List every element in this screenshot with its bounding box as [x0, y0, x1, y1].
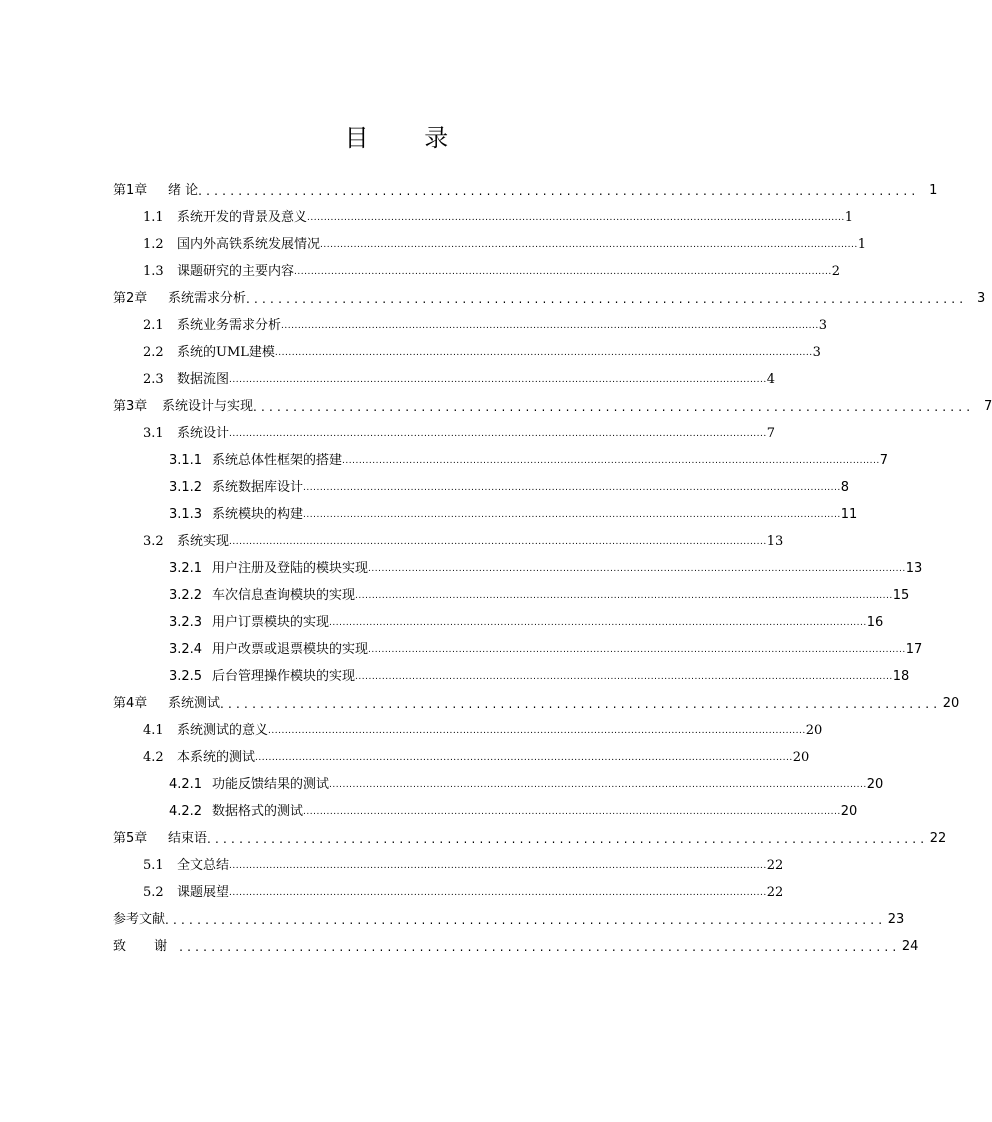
page-title: 目 录 — [344, 124, 473, 152]
toc-entry-1-2[interactable] — [143, 235, 867, 255]
toc-leader: ................................................................................................................................................................ — [355, 591, 893, 601]
toc-entry-page: 1 — [929, 183, 938, 198]
toc-entry-3-2[interactable] — [143, 532, 784, 552]
toc-leader: .......................................................................................... — [246, 292, 968, 306]
toc-leader: ................................................................................................................................................................ — [274, 348, 813, 358]
toc-entry-5-2[interactable] — [143, 883, 784, 903]
toc-entry-1-3[interactable] — [143, 262, 841, 282]
toc-entry-page: 7 — [879, 453, 889, 468]
toc-entry-number: 3.1.2 — [169, 480, 203, 495]
toc-entry-2-3[interactable] — [143, 370, 776, 390]
toc-leader: ................................................................................................................................................................ — [303, 510, 841, 520]
toc-entry-label: 数据流图 — [177, 372, 230, 387]
toc-leader: ................................................................................................................................................................ — [368, 645, 906, 655]
toc-entry-label: 国内外高铁系统发展情况 — [177, 237, 321, 252]
toc-entry-label: 用户订票模块的实现 — [212, 615, 330, 630]
toc-entry-label: 用户注册及登陆的模块实现 — [212, 561, 369, 576]
toc-entry-number: 3.2.2 — [169, 588, 203, 603]
toc-entry-page: 20 — [866, 777, 884, 792]
toc-entry-3-1-2[interactable] — [169, 478, 850, 498]
toc-entry-page: 18 — [892, 669, 910, 684]
toc-entry-page: 3 — [812, 345, 821, 360]
toc-entry-1-1[interactable] — [143, 208, 854, 228]
toc-entry-page: 8 — [840, 480, 850, 495]
toc-entry-acknowledgements[interactable] — [113, 937, 919, 957]
toc-entry-label: 系统模块的构建 — [212, 507, 304, 522]
toc-leader: ................................................................................................................................................................ — [303, 483, 841, 493]
toc-entry-page: 22 — [766, 858, 784, 873]
toc-leader: ................................................................................................................................................................ — [229, 537, 767, 547]
toc-entry-label: 绪 论 — [168, 183, 199, 198]
toc-entry-page: 1 — [844, 210, 854, 225]
toc-entry-label: 系统需求分析 — [168, 291, 247, 306]
toc-entry-page: 4 — [766, 372, 776, 387]
toc-entry-label: 全文总结 — [177, 858, 230, 873]
toc-entry-number: 第1章 — [113, 183, 148, 198]
toc-entry-number: 1.1 — [143, 210, 164, 225]
toc-entry-number: 5.1 — [143, 858, 164, 873]
toc-entry-page: 3 — [818, 318, 828, 333]
toc-entry-page: 22 — [766, 885, 784, 900]
toc-entry-number: 3.2.4 — [169, 642, 203, 657]
toc-entry-chapter-3[interactable] — [113, 397, 992, 417]
toc-entry-page: 13 — [766, 534, 784, 549]
toc-entry-page: 3 — [977, 291, 986, 306]
toc-entry-number: 第4章 — [113, 696, 148, 711]
toc-leader: .......................................................................................... — [198, 184, 920, 198]
toc-entry-label: 课题展望 — [177, 885, 230, 900]
toc-leader: ................................................................................................................................................................ — [303, 807, 841, 817]
toc-entry-number: 3.2.5 — [169, 669, 203, 684]
toc-entry-label: 系统的UML建模 — [177, 345, 275, 360]
toc-entry-2-1[interactable] — [143, 316, 828, 336]
toc-entry-number: 3.1.1 — [169, 453, 203, 468]
toc-leader: ................................................................................................................................................................ — [255, 753, 793, 763]
toc-entry-number: 第3章 — [113, 399, 148, 414]
toc-entry-number: 第5章 — [113, 831, 148, 846]
toc-leader: .......................................................................................... — [179, 940, 901, 954]
toc-leader: ................................................................................................................................................................ — [355, 672, 893, 682]
toc-entry-page: 20 — [840, 804, 858, 819]
toc-entry-page: 15 — [892, 588, 910, 603]
toc-leader: .......................................................................................... — [220, 697, 942, 711]
toc-entry-label: 系统实现 — [177, 534, 230, 549]
toc-entry-label: 车次信息查询模块的实现 — [212, 588, 356, 603]
toc-entry-number: 3.2.3 — [169, 615, 203, 630]
toc-entry-page: 20 — [792, 750, 810, 765]
toc-entry-label: 功能反馈结果的测试 — [212, 777, 330, 792]
toc-entry-4-2-2[interactable] — [169, 802, 858, 822]
toc-entry-number: 1.2 — [143, 237, 164, 252]
toc-entry-page: 20 — [805, 723, 823, 738]
toc-entry-label: 课题研究的主要内容 — [177, 264, 295, 279]
toc-entry-number: 1.3 — [143, 264, 164, 279]
toc-entry-label: 用户改票或退票模块的实现 — [212, 642, 369, 657]
toc-leader: ................................................................................................................................................................ — [229, 888, 767, 898]
toc-entry-2-2[interactable] — [143, 343, 821, 363]
toc-entry-label: 系统数据库设计 — [212, 480, 304, 495]
toc-entry-label: 系统业务需求分析 — [177, 318, 282, 333]
toc-entry-number: 2.3 — [143, 372, 164, 387]
toc-entry-page: 1 — [857, 237, 867, 252]
toc-entry-3-2-5[interactable] — [169, 667, 910, 687]
toc-entry-chapter-1[interactable] — [113, 181, 938, 201]
toc-entry-page: 22 — [929, 831, 947, 846]
toc-entry-number: 4.2.2 — [169, 804, 203, 819]
toc-entry-4-2-1[interactable] — [169, 775, 884, 795]
toc-entry-label: 致 谢 — [113, 939, 180, 954]
toc-entry-4-1[interactable] — [143, 721, 823, 741]
toc-leader: ................................................................................................................................................................ — [268, 726, 806, 736]
toc-leader: ................................................................................................................................................................ — [229, 429, 767, 439]
toc-entry-3-1-3[interactable] — [169, 505, 858, 525]
toc-entry-label: 数据格式的测试 — [212, 804, 304, 819]
toc-entry-page: 23 — [887, 912, 905, 927]
toc-leader: ................................................................................................................................................................ — [229, 861, 767, 871]
toc-leader: ................................................................................................................................................................ — [294, 267, 832, 277]
toc-leader: ................................................................................................................................................................ — [368, 564, 906, 574]
toc-entry-page: 16 — [866, 615, 884, 630]
toc-entry-label: 系统总体性框架的搭建 — [212, 453, 343, 468]
toc-entry-3-2-2[interactable] — [169, 586, 910, 606]
toc-entry-number: 3.2.1 — [169, 561, 203, 576]
toc-entry-page: 20 — [942, 696, 960, 711]
toc-leader: ................................................................................................................................................................ — [281, 321, 819, 331]
toc-entry-3-1-1[interactable] — [169, 451, 889, 471]
toc-leader: ................................................................................................................................................................ — [307, 213, 845, 223]
toc-entry-label: 后台管理操作模块的实现 — [212, 669, 356, 684]
toc-leader: .......................................................................................... — [253, 400, 975, 414]
toc-entry-chapter-5[interactable] — [113, 829, 947, 849]
toc-entry-5-1[interactable] — [143, 856, 784, 876]
toc-entry-number: 第2章 — [113, 291, 148, 306]
toc-entry-number: 2.2 — [143, 345, 164, 360]
toc-entry-3-1[interactable] — [143, 424, 776, 444]
toc-entry-label: 参考文献 — [113, 912, 166, 927]
toc-entry-page: 7 — [984, 399, 992, 414]
toc-entry-label: 结束语 — [168, 831, 208, 846]
toc-entry-label: 系统设计与实现 — [162, 399, 254, 414]
toc-leader: ................................................................................................................................................................ — [342, 456, 880, 466]
toc-entry-label: 系统测试的意义 — [177, 723, 269, 738]
toc-entry-number: 3.1 — [143, 426, 164, 441]
toc-entry-page: 7 — [766, 426, 776, 441]
toc-entry-3-2-3[interactable] — [169, 613, 884, 633]
toc-leader: ................................................................................................................................................................ — [229, 375, 767, 385]
toc-entry-page: 2 — [831, 264, 841, 279]
toc-entry-number: 5.2 — [143, 885, 164, 900]
toc-entry-number: 2.1 — [143, 318, 164, 333]
toc-entry-chapter-2[interactable] — [113, 289, 986, 309]
toc-entry-number: 3.1.3 — [169, 507, 203, 522]
toc-entry-number: 4.2.1 — [169, 777, 203, 792]
toc-entry-page: 17 — [905, 642, 923, 657]
toc-leader: .......................................................................................... — [165, 913, 887, 927]
toc-entry-label: 本系统的测试 — [177, 750, 256, 765]
toc-entry-number: 3.2 — [143, 534, 164, 549]
toc-entry-chapter-4[interactable] — [113, 694, 960, 714]
toc-entry-page: 24 — [901, 939, 919, 954]
toc-entry-3-2-4[interactable] — [169, 640, 923, 660]
toc-leader: ................................................................................................................................................................ — [329, 618, 867, 628]
toc-entry-number: 4.1 — [143, 723, 164, 738]
toc-entry-number: 4.2 — [143, 750, 164, 765]
toc-entry-label: 系统测试 — [168, 696, 221, 711]
toc-entry-page: 11 — [840, 507, 858, 522]
toc-entry-label: 系统开发的背景及意义 — [177, 210, 308, 225]
toc-leader: ................................................................................................................................................................ — [320, 240, 858, 250]
toc-entry-label: 系统设计 — [177, 426, 230, 441]
toc-leader: .......................................................................................... — [207, 832, 929, 846]
toc-entry-references[interactable] — [113, 910, 905, 930]
toc-entry-page: 13 — [905, 561, 923, 576]
toc-leader: ................................................................................................................................................................ — [329, 780, 867, 790]
toc-entry-4-2[interactable] — [143, 748, 810, 768]
toc-entry-3-2-1[interactable] — [169, 559, 923, 579]
